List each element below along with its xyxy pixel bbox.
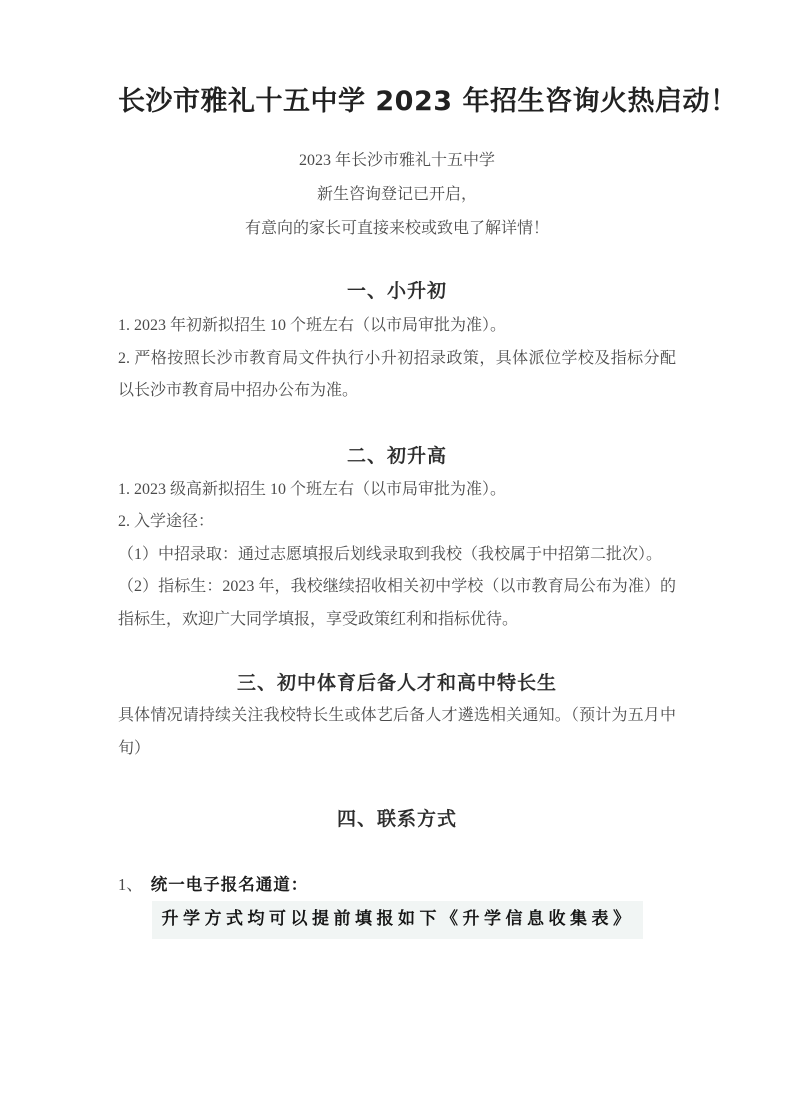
paragraph: 具体情况请持续关注我校特长生或体艺后备人才遴选相关通知。（预计为五月中旬） xyxy=(118,707,676,757)
section-heading-junior-to-senior: 二、初升高 xyxy=(346,444,447,467)
intro-line-registration: 新生咨询登记已开启， xyxy=(316,186,477,203)
contact-item-label: 统一电子报名通道： xyxy=(150,875,309,894)
paragraph: 2. 入学途径： xyxy=(118,513,215,530)
section-heading-primary-to-junior: 一、小升初 xyxy=(346,280,447,302)
paragraph: 1. 2023 级高新拟招生 10 个班左右（以市局审批为准）。 xyxy=(118,480,507,498)
section-body-sports-and-special-talent xyxy=(118,700,676,765)
section-body-primary-to-junior xyxy=(118,310,676,408)
paragraph: （2）指标生：2023 年，我校继续招收相关初中学校（以市教育局公布为准）的指标生，欢迎广大同学填报，享受政策红利和指标优待。 xyxy=(118,578,676,628)
section-heading-sports-and-special-talent: 三、初中体育后备人才和高中特长生 xyxy=(236,672,557,694)
paragraph: （1）中招录取：通过志愿填报后划线录取到我校（我校属于中招第二批次）。 xyxy=(118,545,663,563)
paragraph: 1. 2023 年初新拟招生 10 个班左右（以市局审批为准）。 xyxy=(118,317,507,334)
intro-line-school: 2023 年长沙市雅礼十五中学 xyxy=(298,152,495,169)
paragraph: 2. 严格按照长沙市教育局文件执行小升初招录政策，具体派位学校及指标分配以长沙市教育局中招办公布为准。 xyxy=(118,349,676,399)
intro-block xyxy=(118,144,676,246)
contact-channel-line xyxy=(118,868,676,901)
contact-item-number: 1、 xyxy=(118,875,143,894)
intro-line-invitation: 有意向的家长可直接来校或致电了解详情！ xyxy=(244,220,549,237)
section-body-junior-to-senior xyxy=(118,474,676,637)
page-title: 长沙市雅礼十五中学 2023 年招生咨询火热启动！ xyxy=(118,86,738,117)
highlight-line xyxy=(118,901,676,939)
section-heading-contact: 四、联系方式 xyxy=(336,808,457,830)
highlighted-form-notice: 升学方式均可以提前填报如下《升学信息收集表》 xyxy=(152,901,643,939)
